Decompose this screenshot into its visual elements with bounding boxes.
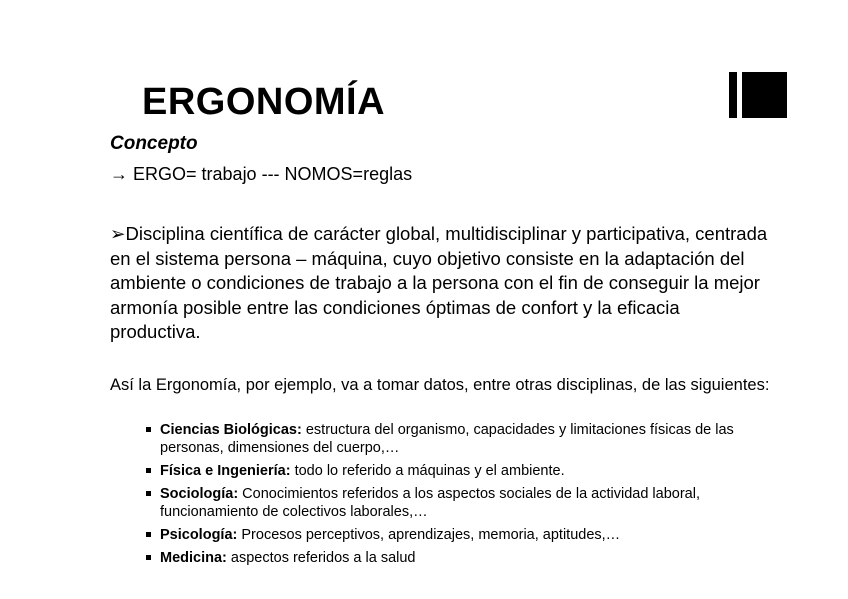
logo-bar [729, 72, 737, 118]
list-item [146, 421, 766, 457]
square-bullet-icon [146, 532, 151, 537]
list-item [146, 549, 766, 567]
slide-title: ERGONOMÍA [142, 81, 386, 123]
definition-paragraph [110, 222, 770, 345]
etymology-line [110, 163, 412, 185]
discipline-term: Psicología: [160, 527, 238, 543]
square-bullet-icon [146, 491, 151, 496]
list-item [146, 526, 766, 544]
discipline-description: Conocimientos referidos a los aspectos sociales de la actividad laboral, funcionamiento de colectivos laborales,… [160, 486, 700, 520]
definition-text: Disciplina científica de carácter global, multidisciplinar y participativa, centrada en el sistema persona – máquina, cuyo objetivo consiste en la adaptación del ambiente o condiciones de trabajo a la persona con el fin de conseguir la mejor armonía posible entre las condiciones óptimas de confort y la eficacia productiva. [110, 223, 768, 342]
discipline-term: Física e Ingeniería: [160, 463, 291, 479]
discipline-description: Procesos perceptivos, aprendizajes, memoria, aptitudes,… [237, 527, 621, 543]
discipline-term: Ciencias Biológicas: [160, 422, 302, 438]
list-item [146, 462, 766, 480]
intro-paragraph: Así la Ergonomía, por ejemplo, va a tomar datos, entre otras disciplinas, de las siguientes: [110, 376, 770, 394]
discipline-description: estructura del organismo, capacidades y limitaciones físicas de las personas, dimensiones del cuerpo,… [160, 422, 734, 456]
discipline-description: todo lo referido a máquinas y el ambiente. [290, 463, 565, 479]
arrow-icon: → [110, 164, 128, 184]
discipline-description: aspectos referidos a la salud [226, 550, 416, 566]
square-bullet-icon [146, 427, 151, 432]
discipline-term: Medicina: [160, 550, 227, 566]
disciplines-list [146, 421, 766, 572]
pointer-arrow-icon: ➢ [110, 223, 126, 244]
discipline-term: Sociología: [160, 486, 239, 502]
section-subtitle: Concepto [110, 133, 198, 154]
logo-block [742, 72, 787, 118]
logo [729, 72, 787, 118]
square-bullet-icon [146, 468, 151, 473]
etymology-text: ERGO= trabajo --- NOMOS=reglas [133, 164, 413, 184]
list-item [146, 485, 766, 521]
square-bullet-icon [146, 555, 151, 560]
